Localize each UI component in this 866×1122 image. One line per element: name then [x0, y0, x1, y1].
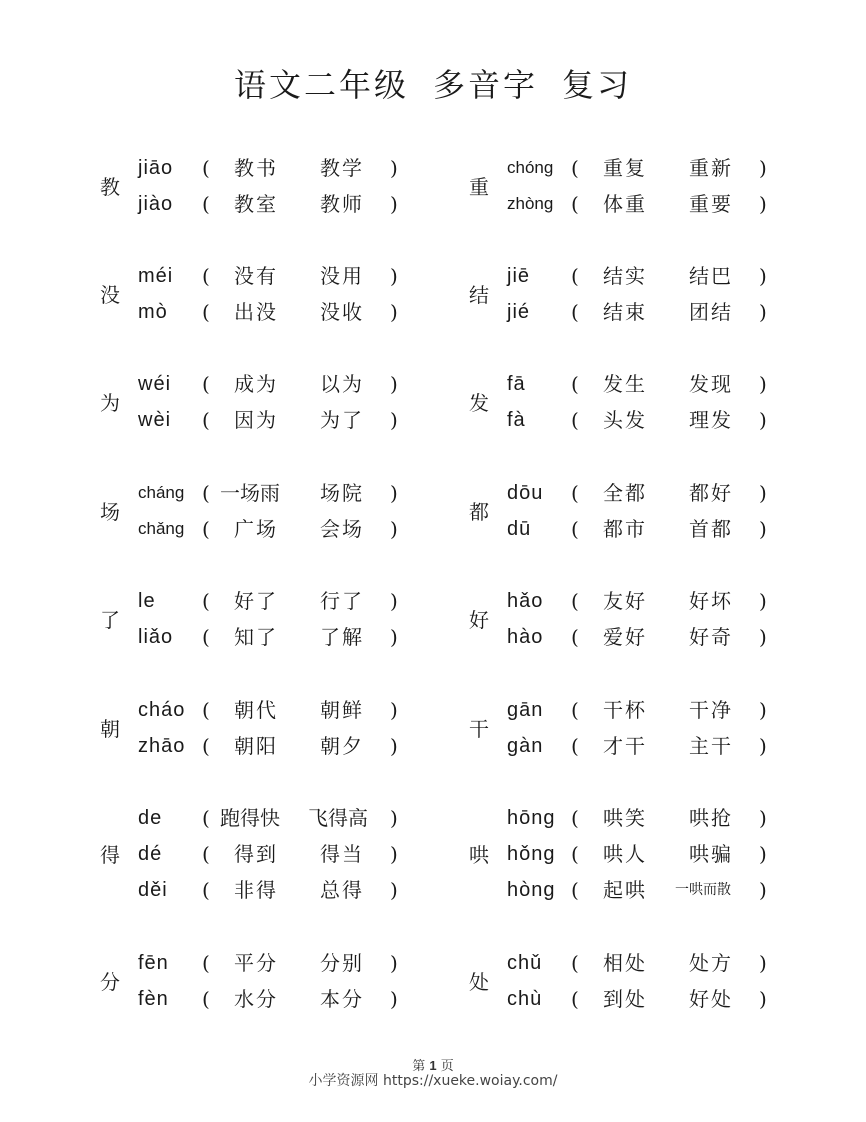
open-bracket: (: [202, 264, 210, 288]
pinyin-label: cháo: [138, 699, 186, 721]
pinyin-label: zhòng: [507, 194, 554, 213]
open-bracket: (: [202, 300, 210, 324]
reading-row: [507, 511, 777, 547]
reading-row: [138, 872, 408, 908]
example-word-1: 没有: [234, 264, 278, 288]
pinyin-label: chǔ: [507, 952, 543, 974]
close-bracket: ): [390, 951, 398, 975]
example-word-2: 本分: [320, 987, 364, 1011]
example-word-2: 为了: [320, 408, 364, 432]
pinyin-label: dé: [138, 843, 163, 865]
pinyin-label: hào: [507, 626, 544, 648]
example-word-2: 团结: [689, 300, 733, 324]
footer-site-link[interactable]: 小学资源网 https://xueke.woiay.com/: [308, 1073, 558, 1089]
reading-row: [138, 366, 408, 402]
pinyin-label: wèi: [138, 409, 172, 431]
reading-row: [507, 836, 777, 872]
reading-row: [507, 475, 777, 511]
example-word-1: 知了: [234, 625, 278, 649]
pinyin-label: hōng: [507, 807, 556, 829]
close-bracket: ): [390, 264, 398, 288]
reading-row: [138, 945, 408, 981]
reading-row: [138, 836, 408, 872]
open-bracket: (: [571, 192, 579, 216]
open-bracket: (: [571, 300, 579, 324]
example-word-2: 一哄而散: [675, 882, 731, 898]
example-word-2: 朝夕: [320, 734, 364, 758]
example-word-1: 因为: [234, 408, 278, 432]
example-word-1: 水分: [234, 987, 278, 1011]
open-bracket: (: [202, 156, 210, 180]
polyphone-character: 为: [100, 391, 120, 415]
example-word-1: 哄人: [603, 842, 647, 866]
close-bracket: ): [390, 842, 398, 866]
reading-row: [507, 981, 777, 1017]
polyphone-character: 没: [100, 283, 120, 307]
reading-row: [507, 800, 777, 836]
close-bracket: ): [759, 806, 767, 830]
reading-row: [138, 583, 408, 619]
example-word-1: 广场: [234, 517, 278, 541]
open-bracket: (: [571, 951, 579, 975]
example-word-2: 总得: [320, 878, 364, 902]
reading-row: [138, 692, 408, 728]
polyphone-character: 重: [469, 175, 489, 199]
example-word-1: 非得: [234, 878, 278, 902]
example-word-1: 教书: [234, 156, 278, 180]
example-word-1: 干杯: [603, 698, 647, 722]
example-word-1: 友好: [603, 589, 647, 613]
close-bracket: ): [759, 300, 767, 324]
pinyin-label: mò: [138, 301, 168, 323]
open-bracket: (: [571, 156, 579, 180]
example-word-1: 起哄: [603, 878, 647, 902]
open-bracket: (: [202, 987, 210, 1011]
reading-row: [138, 294, 408, 330]
close-bracket: ): [759, 408, 767, 432]
close-bracket: ): [390, 408, 398, 432]
page-suffix: 页: [440, 1059, 454, 1074]
example-word-1: 出没: [234, 300, 278, 324]
open-bracket: (: [571, 698, 579, 722]
close-bracket: ): [759, 842, 767, 866]
pinyin-label: jiāo: [138, 157, 174, 179]
example-word-2: 教学: [320, 156, 364, 180]
example-word-2: 朝鲜: [320, 698, 364, 722]
pinyin-label: zhāo: [138, 735, 186, 757]
example-word-2: 重要: [689, 192, 733, 216]
polyphone-character: 哄: [469, 843, 489, 867]
example-word-2: 没用: [320, 264, 364, 288]
open-bracket: (: [202, 625, 210, 649]
polyphone-character: 分: [100, 970, 120, 994]
example-word-1: 朝阳: [234, 734, 278, 758]
example-word-2: 都好: [689, 481, 733, 505]
pinyin-label: chóng: [507, 158, 554, 177]
example-word-1: 一场雨: [220, 481, 280, 505]
close-bracket: ): [390, 806, 398, 830]
close-bracket: ): [390, 372, 398, 396]
example-word-1: 好了: [234, 589, 278, 613]
polyphone-character: 结: [469, 283, 489, 307]
polyphone-character: 场: [100, 500, 120, 524]
example-word-2: 了解: [320, 625, 364, 649]
pinyin-label: gān: [507, 699, 544, 721]
pinyin-label: jié: [507, 301, 531, 323]
example-word-1: 才干: [603, 734, 647, 758]
polyphone-character: 处: [469, 970, 489, 994]
reading-row: [507, 366, 777, 402]
pinyin-label: wéi: [138, 373, 172, 395]
reading-row: [138, 728, 408, 764]
polyphone-character: 好: [469, 608, 489, 632]
example-word-2: 飞得高: [308, 806, 368, 830]
pinyin-label: fà: [507, 409, 526, 431]
close-bracket: ): [390, 625, 398, 649]
example-word-2: 主干: [689, 734, 733, 758]
example-word-1: 都市: [603, 517, 647, 541]
reading-row: [507, 294, 777, 330]
title-part-review: 复习: [562, 66, 633, 104]
pinyin-label: fēn: [138, 952, 169, 974]
close-bracket: ): [759, 156, 767, 180]
example-word-1: 头发: [603, 408, 647, 432]
example-word-2: 发现: [689, 372, 733, 396]
reading-row: [507, 583, 777, 619]
example-word-2: 场院: [320, 481, 364, 505]
open-bracket: (: [202, 878, 210, 902]
open-bracket: (: [202, 698, 210, 722]
pinyin-label: de: [138, 807, 163, 829]
example-word-1: 得到: [234, 842, 278, 866]
reading-row: [507, 150, 777, 186]
example-word-1: 结束: [603, 300, 647, 324]
example-word-1: 哄笑: [603, 806, 647, 830]
open-bracket: (: [571, 842, 579, 866]
example-word-2: 好奇: [689, 625, 733, 649]
close-bracket: ): [390, 192, 398, 216]
close-bracket: ): [759, 481, 767, 505]
pinyin-label: méi: [138, 265, 174, 287]
reading-row: [138, 475, 408, 511]
example-word-1: 发生: [603, 372, 647, 396]
example-word-2: 教师: [320, 192, 364, 216]
reading-row: [138, 186, 408, 222]
open-bracket: (: [571, 806, 579, 830]
polyphone-character: 了: [100, 608, 120, 632]
example-word-1: 全都: [603, 481, 647, 505]
polyphone-character: 朝: [100, 717, 120, 741]
example-word-2: 哄抢: [689, 806, 733, 830]
pinyin-label: hòng: [507, 879, 556, 901]
close-bracket: ): [390, 734, 398, 758]
reading-row: [138, 150, 408, 186]
open-bracket: (: [202, 192, 210, 216]
open-bracket: (: [571, 625, 579, 649]
reading-row: [507, 945, 777, 981]
pinyin-label: hǎo: [507, 590, 544, 612]
pinyin-label: le: [138, 590, 156, 612]
close-bracket: ): [759, 951, 767, 975]
example-word-1: 朝代: [234, 698, 278, 722]
example-word-2: 没收: [320, 300, 364, 324]
close-bracket: ): [759, 987, 767, 1011]
pinyin-label: jiē: [507, 265, 531, 287]
reading-row: [507, 872, 777, 908]
open-bracket: (: [202, 589, 210, 613]
reading-row: [138, 511, 408, 547]
example-word-2: 干净: [689, 698, 733, 722]
open-bracket: (: [202, 481, 210, 505]
example-word-1: 体重: [603, 192, 647, 216]
reading-row: [138, 800, 408, 836]
pinyin-label: gàn: [507, 735, 544, 757]
close-bracket: ): [759, 734, 767, 758]
close-bracket: ): [759, 878, 767, 902]
pinyin-label: chù: [507, 988, 543, 1010]
example-word-2: 会场: [320, 517, 364, 541]
pinyin-label: chǎng: [138, 519, 185, 538]
polyphone-character: 发: [469, 391, 489, 415]
pinyin-label: liǎo: [138, 626, 174, 648]
example-word-1: 跑得快: [220, 806, 280, 830]
page-title: [0, 60, 866, 106]
pinyin-label: hǒng: [507, 843, 556, 865]
example-word-1: 重复: [603, 156, 647, 180]
close-bracket: ): [390, 987, 398, 1011]
close-bracket: ): [759, 625, 767, 649]
open-bracket: (: [571, 878, 579, 902]
close-bracket: ): [390, 156, 398, 180]
close-bracket: ): [390, 698, 398, 722]
reading-row: [507, 619, 777, 655]
close-bracket: ): [759, 698, 767, 722]
open-bracket: (: [571, 987, 579, 1011]
example-word-2: 得当: [320, 842, 364, 866]
pinyin-label: jiào: [138, 193, 174, 215]
example-word-2: 哄骗: [689, 842, 733, 866]
reading-row: [507, 402, 777, 438]
pinyin-label: cháng: [138, 483, 185, 502]
example-word-2: 理发: [689, 408, 733, 432]
open-bracket: (: [202, 951, 210, 975]
reading-row: [138, 981, 408, 1017]
open-bracket: (: [571, 517, 579, 541]
pinyin-label: dōu: [507, 482, 544, 504]
example-word-1: 成为: [234, 372, 278, 396]
open-bracket: (: [571, 481, 579, 505]
pinyin-label: fèn: [138, 988, 169, 1010]
example-word-2: 好坏: [689, 589, 733, 613]
reading-row: [138, 258, 408, 294]
close-bracket: ): [759, 192, 767, 216]
close-bracket: ): [390, 589, 398, 613]
example-word-2: 重新: [689, 156, 733, 180]
example-word-2: 处方: [689, 951, 733, 975]
close-bracket: ): [390, 300, 398, 324]
open-bracket: (: [571, 589, 579, 613]
polyphone-character: 教: [100, 175, 120, 199]
close-bracket: ): [390, 481, 398, 505]
close-bracket: ): [759, 372, 767, 396]
example-word-1: 相处: [603, 951, 647, 975]
open-bracket: (: [571, 264, 579, 288]
close-bracket: ): [759, 517, 767, 541]
pinyin-label: fā: [507, 373, 526, 395]
reading-row: [138, 402, 408, 438]
example-word-1: 教室: [234, 192, 278, 216]
example-word-1: 平分: [234, 951, 278, 975]
example-word-2: 以为: [320, 372, 364, 396]
reading-row: [507, 258, 777, 294]
polyphone-character: 都: [469, 500, 489, 524]
example-word-1: 结实: [603, 264, 647, 288]
close-bracket: ): [390, 878, 398, 902]
close-bracket: ): [390, 517, 398, 541]
example-word-2: 首都: [689, 517, 733, 541]
example-word-2: 结巴: [689, 264, 733, 288]
open-bracket: (: [571, 408, 579, 432]
close-bracket: ): [759, 264, 767, 288]
reading-row: [507, 692, 777, 728]
page-number-value: 1: [429, 1058, 437, 1073]
page-prefix: 第: [412, 1059, 426, 1074]
example-word-1: 到处: [603, 987, 647, 1011]
open-bracket: (: [202, 517, 210, 541]
example-word-2: 好处: [689, 987, 733, 1011]
open-bracket: (: [202, 842, 210, 866]
example-word-2: 行了: [320, 589, 364, 613]
open-bracket: (: [571, 372, 579, 396]
example-word-2: 分别: [320, 951, 364, 975]
open-bracket: (: [202, 408, 210, 432]
title-part-topic: 多音字: [432, 66, 538, 104]
pinyin-label: dū: [507, 518, 532, 540]
open-bracket: (: [202, 734, 210, 758]
open-bracket: (: [202, 806, 210, 830]
polyphone-character: 得: [100, 843, 120, 867]
pinyin-label: děi: [138, 879, 168, 901]
close-bracket: ): [759, 589, 767, 613]
reading-row: [138, 619, 408, 655]
open-bracket: (: [202, 372, 210, 396]
example-word-1: 爱好: [603, 625, 647, 649]
polyphone-character: 干: [469, 717, 489, 741]
title-part-grade: 语文二年级: [233, 66, 409, 104]
reading-row: [507, 728, 777, 764]
reading-row: [507, 186, 777, 222]
open-bracket: (: [571, 734, 579, 758]
